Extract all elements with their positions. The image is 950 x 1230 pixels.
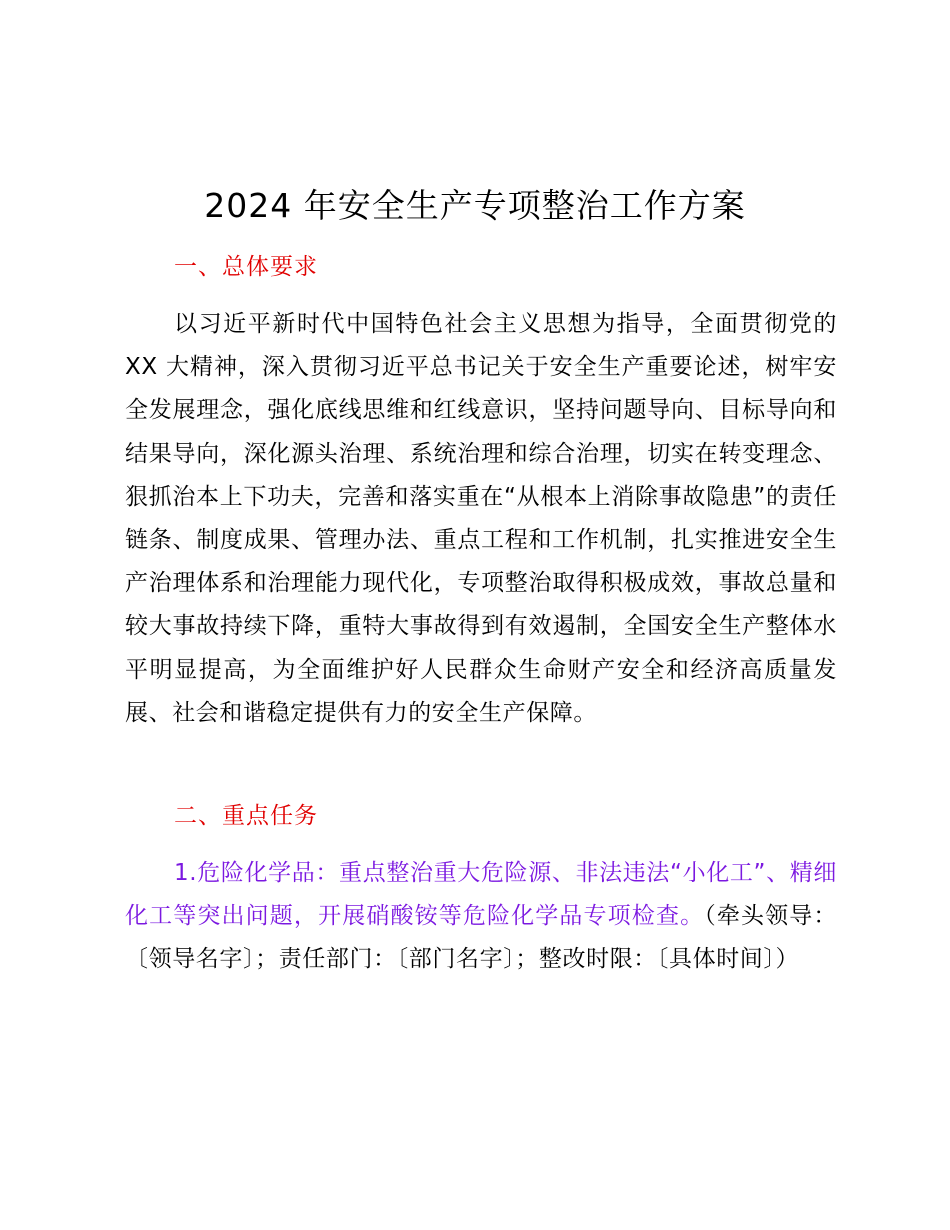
key-task-1-text: 1.危险化学品：重点整治重大危险源、非法违法“小化工”、精细化工等突出问题，开展硝酸铵等危险化学品专项检查。 xyxy=(125,860,837,930)
key-task-item-1 xyxy=(125,852,837,982)
key-task-1-responsibility-note: （牵头领导：〔领导名字〕；责任部门：〔部门名字〕；整改时限：〔具体时间〕） xyxy=(125,903,837,973)
section-heading-general-requirements: 一、总体要求 xyxy=(174,254,318,280)
section-heading-key-tasks: 二、重点任务 xyxy=(174,803,318,829)
document-title: 2024 年安全生产专项整治工作方案 xyxy=(204,186,746,225)
general-requirements-paragraph: 以习近平新时代中国特色社会主义思想为指导，全面贯彻党的 XX 大精神，深入贯彻习近平总书记关于安全生产重要论述，树牢安全发展理念，强化底线思维和红线意识，坚持问题导向、目标导向和结果导向，深化源头治理、系统治理和综合治理，切实在转变理念、狠抓治本上下功夫，完善和落实重在“从根本上消除事故隐患”的责任链条、制度成果、管理办法、重点工程和工作机制，扎实推进安全生产治理体系和治理能力现代化，专项整治取得积极成效，事故总量和较大事故持续下降，重特大事故得到有效遏制，全国安全生产整体水平明显提高，为全面维护好人民群众生命财产安全和经济高质量发展、社会和谐稳定提供有力的安全生产保障。 xyxy=(125,311,837,726)
